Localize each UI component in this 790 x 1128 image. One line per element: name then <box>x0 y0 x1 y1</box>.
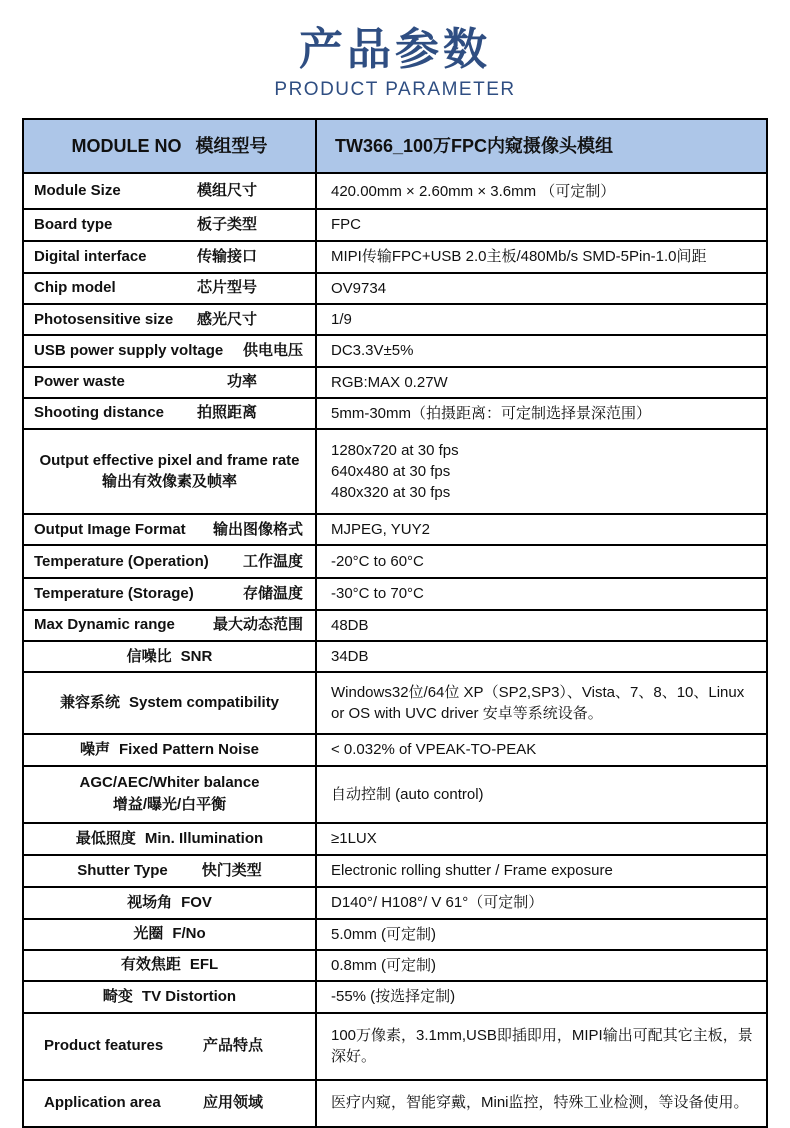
spec-label-segment: Module Size <box>34 182 121 200</box>
table-row <box>24 397 766 428</box>
spec-value-line: 5mm-30mm（拍摄距离：可定制选择景深范围） <box>331 404 652 422</box>
spec-value-line: 1280x720 at 30 fps <box>331 441 459 459</box>
spec-label-cell <box>24 767 317 822</box>
spec-label-segment: 板子类型 <box>196 215 257 233</box>
spec-label-segment: 最大动态范围 <box>212 616 303 634</box>
table-row <box>24 428 766 513</box>
spec-label-segment: 增益/曝光/白平衡 <box>112 795 227 813</box>
spec-value-line: 0.8mm (可定制) <box>331 956 437 974</box>
spec-label-segment: 工作温度 <box>242 552 303 570</box>
spec-label-segment: 噪声 <box>79 740 110 758</box>
table-header-row <box>24 120 766 172</box>
table-row <box>24 172 766 208</box>
spec-value-cell <box>317 888 766 918</box>
spec-value-line: 医疗内窥，智能穿戴，Mini监控，特殊工业检测，等设备使用。 <box>331 1094 749 1112</box>
spec-value-cell <box>317 824 766 854</box>
spec-value-cell <box>317 856 766 886</box>
spec-label-segment: USB power supply voltage <box>34 341 224 359</box>
spec-label-cell <box>24 735 317 764</box>
spec-label-segment: Output effective pixel and frame rate <box>39 451 300 469</box>
spec-value-line: 480x320 at 30 fps <box>331 484 451 502</box>
spec-value-cell <box>317 368 766 397</box>
spec-value-line: -20°C to 60°C <box>331 553 424 571</box>
page-title: 产品参数 <box>299 25 491 74</box>
spec-value-line: OV9734 <box>331 279 387 297</box>
table-row <box>24 303 766 334</box>
spec-value-cell <box>317 642 766 671</box>
spec-label-segment: EFL <box>189 956 219 974</box>
spec-label-segment: 产品特点 <box>202 1036 263 1054</box>
spec-value-cell <box>317 305 766 334</box>
spec-value-line: 640x480 at 30 fps <box>331 463 451 481</box>
header-label-cell <box>24 120 317 172</box>
header-label-zh: 模组型号 <box>195 136 268 157</box>
spec-label-segment: 感光尺寸 <box>196 310 257 328</box>
spec-value-line: Electronic rolling shutter / Frame exposure <box>331 862 613 879</box>
table-row <box>24 1079 766 1126</box>
spec-value-line: 100万像素，3.1mm,USB即插即用，MIPI输出可配其它主板，景深好。 <box>331 1026 753 1066</box>
spec-label-segment: 视场角 <box>127 893 173 911</box>
spec-value-cell <box>317 242 766 272</box>
spec-label-segment: 传输接口 <box>196 247 257 265</box>
spec-label-segment: Output Image Format <box>34 520 186 538</box>
spec-label-cell <box>24 399 317 428</box>
header-value-cell <box>317 120 766 172</box>
spec-label-segment: 输出有效像素及帧率 <box>101 473 237 491</box>
spec-label-cell <box>24 982 317 1011</box>
spec-label-cell <box>24 920 317 949</box>
spec-label-cell <box>24 430 317 513</box>
spec-label-segment: Board type <box>34 215 113 233</box>
table-row <box>24 949 766 980</box>
spec-label-cell <box>24 274 317 303</box>
spec-value-cell <box>317 951 766 980</box>
spec-value-cell <box>317 735 766 764</box>
spec-value-line: 5.0mm (可定制) <box>331 925 437 943</box>
table-row <box>24 822 766 854</box>
spec-label-cell <box>24 951 317 980</box>
spec-value-cell <box>317 546 766 577</box>
spec-table <box>22 118 768 1127</box>
spec-label-segment: 功率 <box>226 373 257 391</box>
spec-value-cell <box>317 174 766 208</box>
spec-label-segment: SNR <box>180 647 213 665</box>
spec-label-cell <box>24 579 317 608</box>
spec-label-segment: 供电电压 <box>242 341 303 359</box>
table-row <box>24 854 766 886</box>
spec-label-cell <box>24 305 317 334</box>
spec-label-segment: Temperature (Operation) <box>34 552 209 570</box>
spec-label-cell <box>24 1081 317 1126</box>
spec-label-segment: Application area <box>44 1093 161 1111</box>
spec-value-cell <box>317 515 766 544</box>
spec-label-segment: Shooting distance <box>34 404 165 422</box>
spec-label-segment: AGC/AEC/Whiter balance <box>79 774 260 792</box>
header-value: TW366_100万FPC内窥摄像头模组 <box>335 135 614 156</box>
table-row <box>24 544 766 577</box>
spec-value-cell <box>317 336 766 365</box>
spec-label-segment: Photosensitive size <box>34 310 174 328</box>
spec-label-segment: 存储温度 <box>242 584 303 602</box>
spec-value-line: -55% (按选择定制) <box>331 988 456 1006</box>
spec-label-cell <box>24 1014 317 1079</box>
table-row <box>24 334 766 365</box>
table-row <box>24 671 766 733</box>
spec-label-cell <box>24 673 317 733</box>
spec-value-line: ≥1LUX <box>331 830 377 847</box>
page-subtitle: PRODUCT PARAMETER <box>274 79 516 101</box>
spec-label-cell <box>24 856 317 886</box>
spec-label-cell <box>24 546 317 577</box>
spec-label-segment: F/No <box>172 925 206 943</box>
spec-label-cell <box>24 888 317 918</box>
spec-value-cell <box>317 767 766 822</box>
spec-value-line: RGB:MAX 0.27W <box>331 373 448 391</box>
spec-value-cell <box>317 274 766 303</box>
spec-value-line: < 0.032% of VPEAK-TO-PEAK <box>331 741 537 759</box>
spec-label-segment: 信噪比 <box>126 647 172 665</box>
spec-value-line: 34DB <box>331 648 369 666</box>
spec-label-segment: 快门类型 <box>201 861 262 879</box>
header-label-en: MODULE NO <box>71 136 182 157</box>
spec-label-segment: 光圈 <box>133 925 164 943</box>
spec-value-line: MJPEG, YUY2 <box>331 521 430 539</box>
table-row <box>24 577 766 608</box>
spec-label-segment: 应用领域 <box>202 1093 263 1111</box>
spec-value-line: D140°/ H108°/ V 61°（可定制） <box>331 894 544 911</box>
spec-label-segment: 畸变 <box>102 987 133 1005</box>
spec-label-cell <box>24 824 317 854</box>
table-row <box>24 272 766 303</box>
spec-label-cell <box>24 242 317 272</box>
spec-value-cell <box>317 399 766 428</box>
spec-value-cell <box>317 210 766 239</box>
spec-value-line: MIPI传输FPC+USB 2.0主板/480Mb/s SMD-5Pin-1.0间距 <box>331 248 707 266</box>
table-row <box>24 733 766 764</box>
spec-value-line: Windows32位/64位 XP（SP2,SP3）、Vista、7、8、10、Linux or OS with UVC driver 安卓等系统设备。 <box>331 684 745 723</box>
spec-label-segment: 拍照距离 <box>196 404 257 422</box>
table-row <box>24 240 766 272</box>
spec-label-segment: 模组尺寸 <box>196 182 257 200</box>
spec-label-segment: 有效焦距 <box>120 956 181 974</box>
spec-label-segment: Fixed Pattern Noise <box>118 740 260 758</box>
spec-label-segment: FOV <box>181 893 212 911</box>
spec-label-cell <box>24 336 317 365</box>
table-row <box>24 980 766 1011</box>
table-row <box>24 640 766 671</box>
spec-value-cell <box>317 673 766 733</box>
title-block <box>0 0 790 101</box>
table-row <box>24 918 766 949</box>
spec-label-segment: Power waste <box>34 373 125 391</box>
table-row <box>24 1012 766 1079</box>
spec-label-segment: Temperature (Storage) <box>34 584 194 602</box>
spec-value-cell <box>317 1081 766 1126</box>
spec-label-cell <box>24 368 317 397</box>
spec-label-segment: System compatibility <box>128 694 280 712</box>
spec-value-cell <box>317 611 766 640</box>
spec-label-segment: Chip model <box>34 279 116 297</box>
spec-value-line: -30°C to 70°C <box>331 585 424 603</box>
spec-label-segment: Min. Illumination <box>144 829 264 847</box>
spec-value-cell <box>317 430 766 513</box>
table-row <box>24 886 766 918</box>
spec-value-line: 420.00mm × 2.60mm × 3.6mm （可定制） <box>331 182 616 200</box>
spec-value-line: FPC <box>331 216 361 234</box>
spec-value-line: DC3.3V±5% <box>331 342 414 360</box>
spec-label-segment: 最低照度 <box>75 829 136 847</box>
spec-value-line: 自动控制 (auto control) <box>331 785 484 803</box>
spec-label-segment: 芯片型号 <box>196 279 257 297</box>
table-row <box>24 513 766 544</box>
spec-label-segment: Max Dynamic range <box>34 616 175 634</box>
spec-label-cell <box>24 642 317 671</box>
spec-value-line: 48DB <box>331 616 369 634</box>
spec-label-segment: Shutter Type <box>77 861 168 879</box>
spec-label-segment: Digital interface <box>34 247 147 265</box>
spec-value-cell <box>317 579 766 608</box>
spec-label-cell <box>24 174 317 208</box>
table-row <box>24 609 766 640</box>
spec-rows <box>24 172 766 1125</box>
spec-value-line: 1/9 <box>331 310 352 328</box>
table-row <box>24 208 766 239</box>
table-row <box>24 765 766 822</box>
spec-label-cell <box>24 611 317 640</box>
spec-value-cell <box>317 920 766 949</box>
spec-value-cell <box>317 982 766 1011</box>
spec-label-segment: Product features <box>44 1036 164 1054</box>
spec-label-segment: 兼容系统 <box>59 694 120 712</box>
table-row <box>24 366 766 397</box>
spec-label-segment: TV Distortion <box>141 987 237 1005</box>
spec-label-cell <box>24 210 317 239</box>
spec-label-cell <box>24 515 317 544</box>
spec-label-segment: 输出图像格式 <box>212 520 303 538</box>
spec-value-cell <box>317 1014 766 1079</box>
